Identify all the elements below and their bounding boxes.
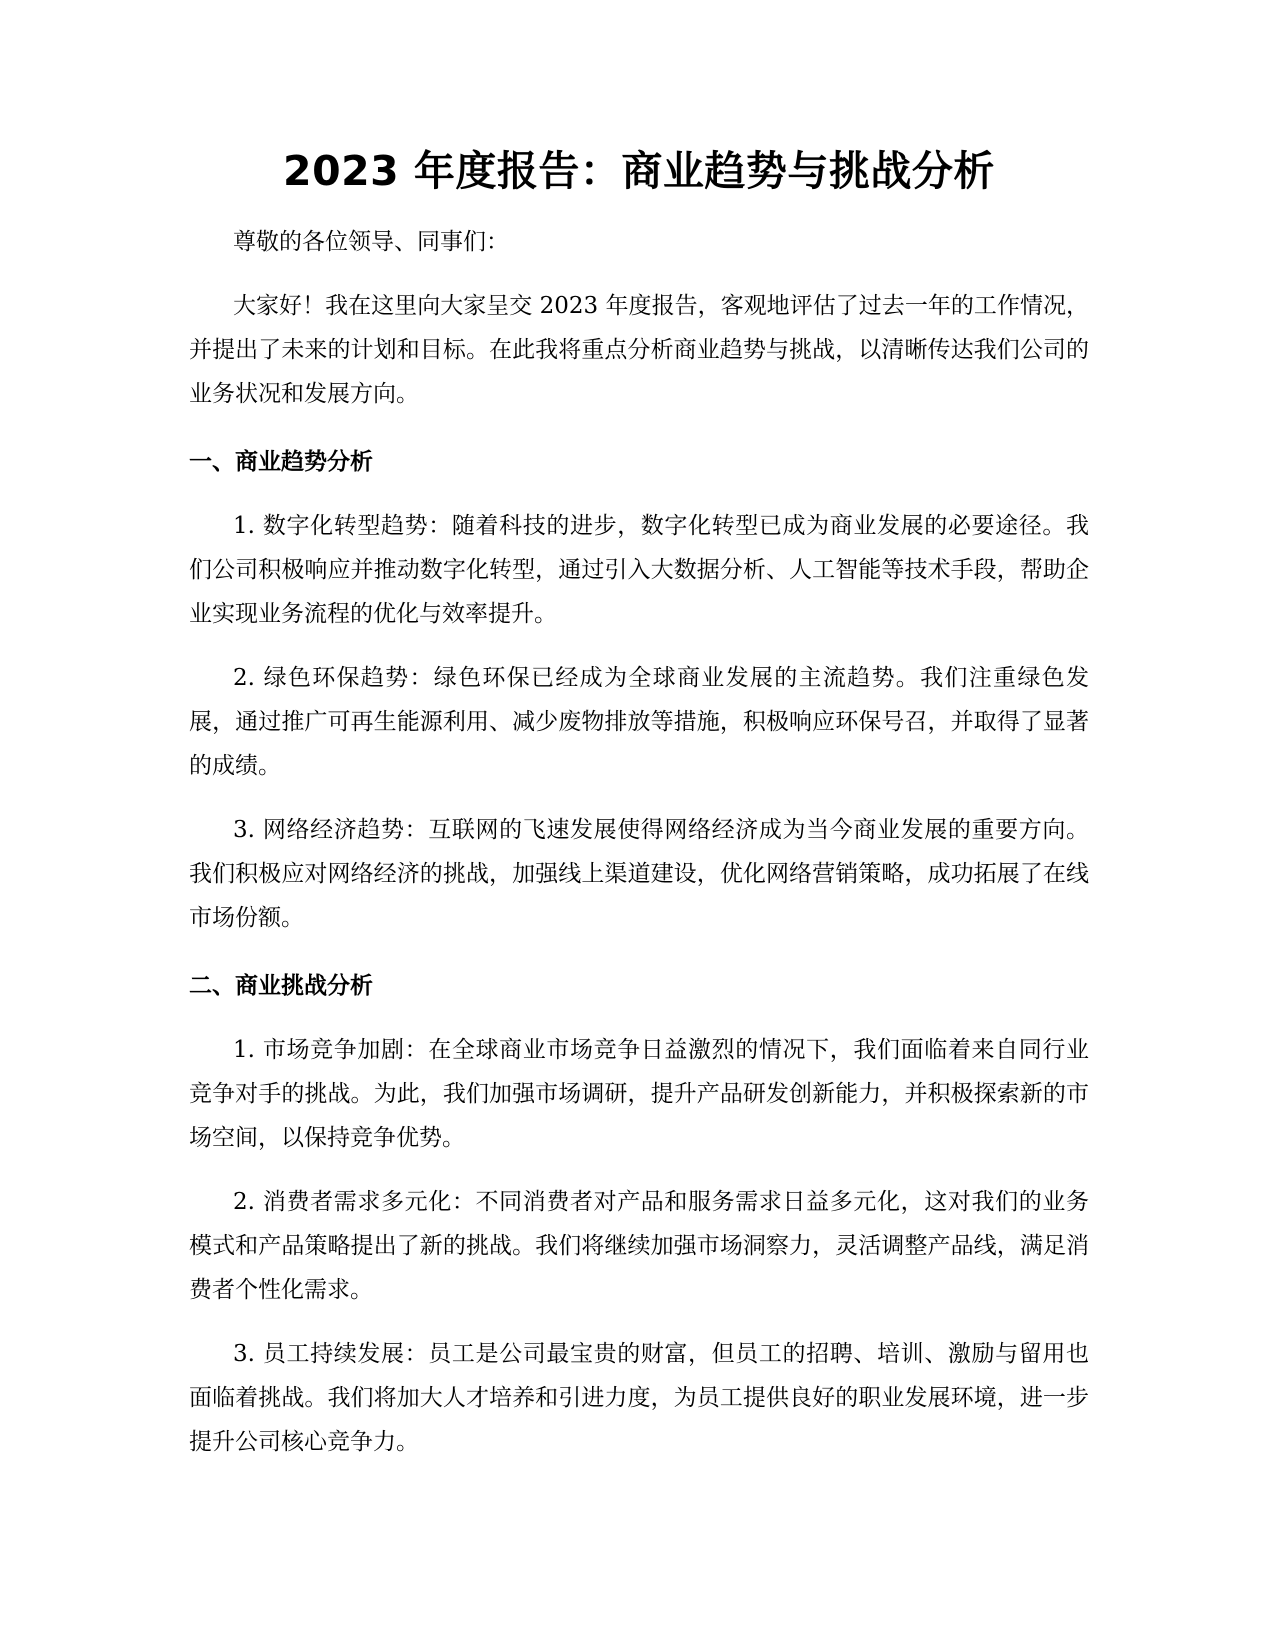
- salutation: 尊敬的各位领导、同事们：: [233, 229, 509, 255]
- section-business-trends: [189, 440, 1089, 940]
- trend-item-online: 3. 网络经济趋势：互联网的飞速发展使得网络经济成为当今商业发展的重要方向。我们积极应对网络经济的挑战，加强线上渠道建设，优化网络营销策略，成功拓展了在线市场份额。: [189, 817, 1089, 931]
- challenge-item-consumers: 2. 消费者需求多元化：不同消费者对产品和服务需求日益多元化，这对我们的业务模式和产品策略提出了新的挑战。我们将继续加强市场洞察力，灵活调整产品线，满足消费者个性化需求。: [189, 1189, 1089, 1303]
- document-body: [189, 140, 1089, 1484]
- challenge-item-employees: 3. 员工持续发展：员工是公司最宝贵的财富，但员工的招聘、培训、激励与留用也面临着挑战。我们将加大人才培养和引进力度，为员工提供良好的职业发展环境，进一步提升公司核心竞争力。: [189, 1341, 1089, 1455]
- section-business-challenges: [189, 964, 1089, 1464]
- section-heading: 一、商业趋势分析: [189, 449, 373, 475]
- trend-item-digital: 1. 数字化转型趋势：随着科技的进步，数字化转型已成为商业发展的必要途径。我们公司积极响应并推动数字化转型，通过引入大数据分析、人工智能等技术手段，帮助企业实现业务流程的优化与效率提升。: [189, 513, 1089, 627]
- intro-paragraph: 大家好！我在这里向大家呈交 2023 年度报告，客观地评估了过去一年的工作情况，并提出了未来的计划和目标。在此我将重点分析商业趋势与挑战，以清晰传达我们公司的业务状况和发展方向。: [189, 293, 1089, 407]
- challenge-item-competition: 1. 市场竞争加剧：在全球商业市场竞争日益激烈的情况下，我们面临着来自同行业竞争对手的挑战。为此，我们加强市场调研，提升产品研发创新能力，并积极探索新的市场空间，以保持竞争优势。: [189, 1037, 1089, 1151]
- section-heading: 二、商业挑战分析: [189, 973, 373, 999]
- document-title: 2023 年度报告：商业趋势与挑战分析: [283, 147, 995, 195]
- trend-item-green: 2. 绿色环保趋势：绿色环保已经成为全球商业发展的主流趋势。我们注重绿色发展，通过推广可再生能源利用、减少废物排放等措施，积极响应环保号召，并取得了显著的成绩。: [189, 665, 1089, 779]
